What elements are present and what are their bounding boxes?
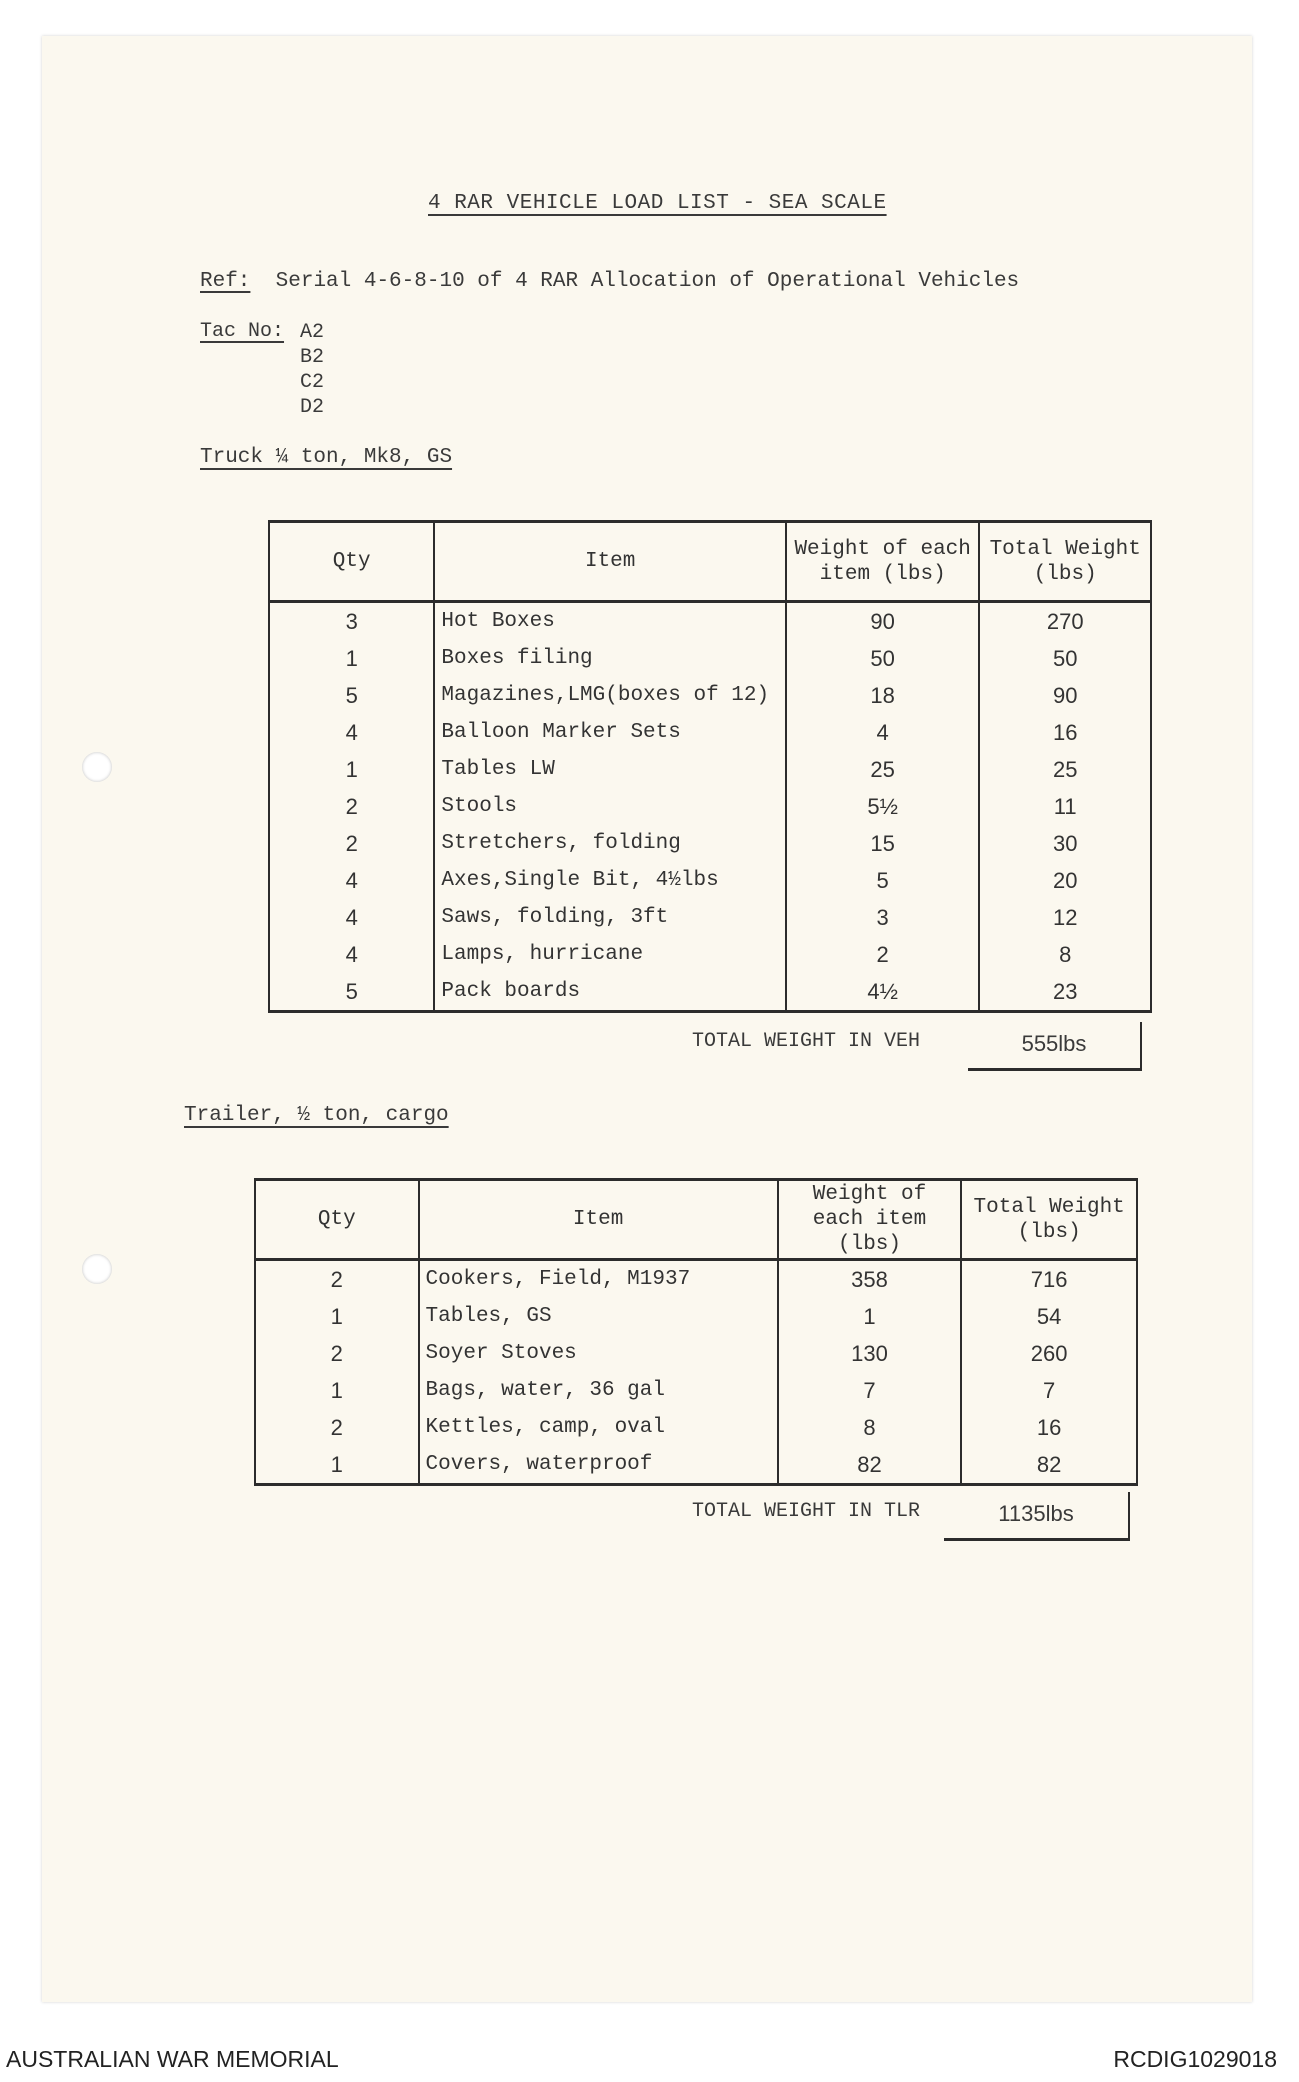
qty-cell: 4: [269, 714, 434, 751]
weight-cell: 2: [786, 936, 979, 973]
weight-cell: 15: [786, 825, 979, 862]
col-item-header: Item: [419, 1180, 778, 1260]
item-cell: Boxes filing: [434, 640, 786, 677]
total-cell: 12: [979, 899, 1151, 936]
total-cell: 23: [979, 973, 1151, 1012]
footer-record-id: RCDIG1029018: [1113, 2046, 1277, 2072]
table-row: [269, 862, 1151, 899]
table-row: [269, 936, 1151, 973]
weight-cell: 90: [786, 602, 979, 641]
total-cell: 7: [961, 1372, 1137, 1409]
table-row: [255, 1335, 1137, 1372]
item-cell: Tables LW: [434, 751, 786, 788]
qty-cell: 1: [269, 640, 434, 677]
item-cell: Lamps, hurricane: [434, 936, 786, 973]
qty-cell: 2: [255, 1409, 419, 1446]
item-cell: Cookers, Field, M1937: [419, 1260, 778, 1299]
qty-cell: 2: [255, 1260, 419, 1299]
total-cell: 82: [961, 1446, 1137, 1485]
trailer-load-table: [254, 1178, 1138, 1486]
ref-text: Serial 4-6-8-10 of 4 RAR Allocation of Operational Vehicles: [275, 270, 1020, 293]
table-row: [269, 714, 1151, 751]
weight-cell: 4½: [786, 973, 979, 1012]
table-row: [269, 788, 1151, 825]
punch-hole-top: [82, 752, 112, 782]
table-row: [269, 751, 1151, 788]
table-row: [255, 1298, 1137, 1335]
weight-cell: 50: [786, 640, 979, 677]
item-cell: Hot Boxes: [434, 602, 786, 641]
table-row: [255, 1260, 1137, 1299]
col-qty-header: Qty: [255, 1180, 419, 1260]
col-weight-header: Weight of each item (lbs): [786, 522, 979, 602]
tac-code: A2: [300, 321, 325, 344]
qty-cell: 3: [269, 602, 434, 641]
qty-cell: 4: [269, 899, 434, 936]
weight-cell: 8: [778, 1409, 962, 1446]
total-cell: 16: [979, 714, 1151, 751]
qty-cell: 4: [269, 936, 434, 973]
item-cell: Tables, GS: [419, 1298, 778, 1335]
total-cell: 716: [961, 1260, 1137, 1299]
tac-label: Tac No:: [200, 320, 285, 343]
weight-cell: 1: [778, 1298, 962, 1335]
item-cell: Bags, water, 36 gal: [419, 1372, 778, 1409]
weight-cell: 130: [778, 1335, 962, 1372]
weight-cell: 7: [778, 1372, 962, 1409]
col-total-header: Total Weight (lbs): [979, 522, 1151, 602]
document-title: 4 RAR VEHICLE LOAD LIST - SEA SCALE: [428, 192, 887, 215]
total-cell: 16: [961, 1409, 1137, 1446]
weight-cell: 4: [786, 714, 979, 751]
reference-line: [200, 270, 1019, 293]
truck-table-body: [269, 602, 1151, 1012]
item-cell: Pack boards: [434, 973, 786, 1012]
truck-total-label: TOTAL WEIGHT IN VEH: [691, 1030, 920, 1053]
truck-heading: Truck ¼ ton, Mk8, GS: [200, 446, 453, 469]
punch-hole-bottom: [82, 1254, 112, 1284]
weight-cell: 25: [786, 751, 979, 788]
item-cell: Magazines,LMG(boxes of 12): [434, 677, 786, 714]
qty-cell: 2: [269, 825, 434, 862]
col-item-header: Item: [434, 522, 786, 602]
qty-cell: 2: [255, 1335, 419, 1372]
table-row: [269, 825, 1151, 862]
item-cell: Kettles, camp, oval: [419, 1409, 778, 1446]
table-row: [269, 602, 1151, 641]
qty-cell: 4: [269, 862, 434, 899]
weight-cell: 82: [778, 1446, 962, 1485]
table-row: [255, 1409, 1137, 1446]
col-total-header: Total Weight (lbs): [961, 1180, 1137, 1260]
weight-cell: 18: [786, 677, 979, 714]
footer-archive-name: AUSTRALIAN WAR MEMORIAL: [6, 2046, 339, 2072]
total-cell: 54: [961, 1298, 1137, 1335]
tac-code: D2: [300, 396, 325, 419]
total-cell: 25: [979, 751, 1151, 788]
table-row: [269, 973, 1151, 1012]
qty-cell: 5: [269, 677, 434, 714]
qty-cell: 1: [255, 1298, 419, 1335]
item-cell: Soyer Stoves: [419, 1335, 778, 1372]
total-cell: 260: [961, 1335, 1137, 1372]
weight-cell: 5½: [786, 788, 979, 825]
weight-cell: 5: [786, 862, 979, 899]
total-cell: 90: [979, 677, 1151, 714]
item-cell: Balloon Marker Sets: [434, 714, 786, 751]
trailer-total-label: TOTAL WEIGHT IN TLR: [691, 1500, 920, 1523]
truck-total-value: 555lbs: [968, 1022, 1142, 1071]
table-row: [269, 640, 1151, 677]
table-row: [269, 677, 1151, 714]
trailer-table-body: [255, 1260, 1137, 1485]
table-row: [269, 899, 1151, 936]
tac-code: C2: [300, 371, 325, 394]
tac-codes: [300, 320, 324, 420]
weight-cell: 358: [778, 1260, 962, 1299]
qty-cell: 5: [269, 973, 434, 1012]
item-cell: Saws, folding, 3ft: [434, 899, 786, 936]
total-cell: 20: [979, 862, 1151, 899]
trailer-heading: Trailer, ½ ton, cargo: [184, 1104, 449, 1127]
total-cell: 11: [979, 788, 1151, 825]
tac-code: B2: [300, 346, 325, 369]
weight-cell: 3: [786, 899, 979, 936]
item-cell: Covers, waterproof: [419, 1446, 778, 1485]
truck-load-table: [268, 520, 1152, 1013]
col-weight-header: Weight of each item (lbs): [778, 1180, 962, 1260]
qty-cell: 1: [269, 751, 434, 788]
trailer-total-value: 1135lbs: [944, 1492, 1130, 1541]
qty-cell: 1: [255, 1372, 419, 1409]
total-cell: 8: [979, 936, 1151, 973]
total-cell: 30: [979, 825, 1151, 862]
ref-label: Ref:: [200, 270, 251, 293]
table-row: [255, 1446, 1137, 1485]
total-cell: 270: [979, 602, 1151, 641]
item-cell: Axes,Single Bit, 4½lbs: [434, 862, 786, 899]
col-qty-header: Qty: [269, 522, 434, 602]
qty-cell: 2: [269, 788, 434, 825]
total-cell: 50: [979, 640, 1151, 677]
qty-cell: 1: [255, 1446, 419, 1485]
item-cell: Stools: [434, 788, 786, 825]
table-row: [255, 1372, 1137, 1409]
item-cell: Stretchers, folding: [434, 825, 786, 862]
